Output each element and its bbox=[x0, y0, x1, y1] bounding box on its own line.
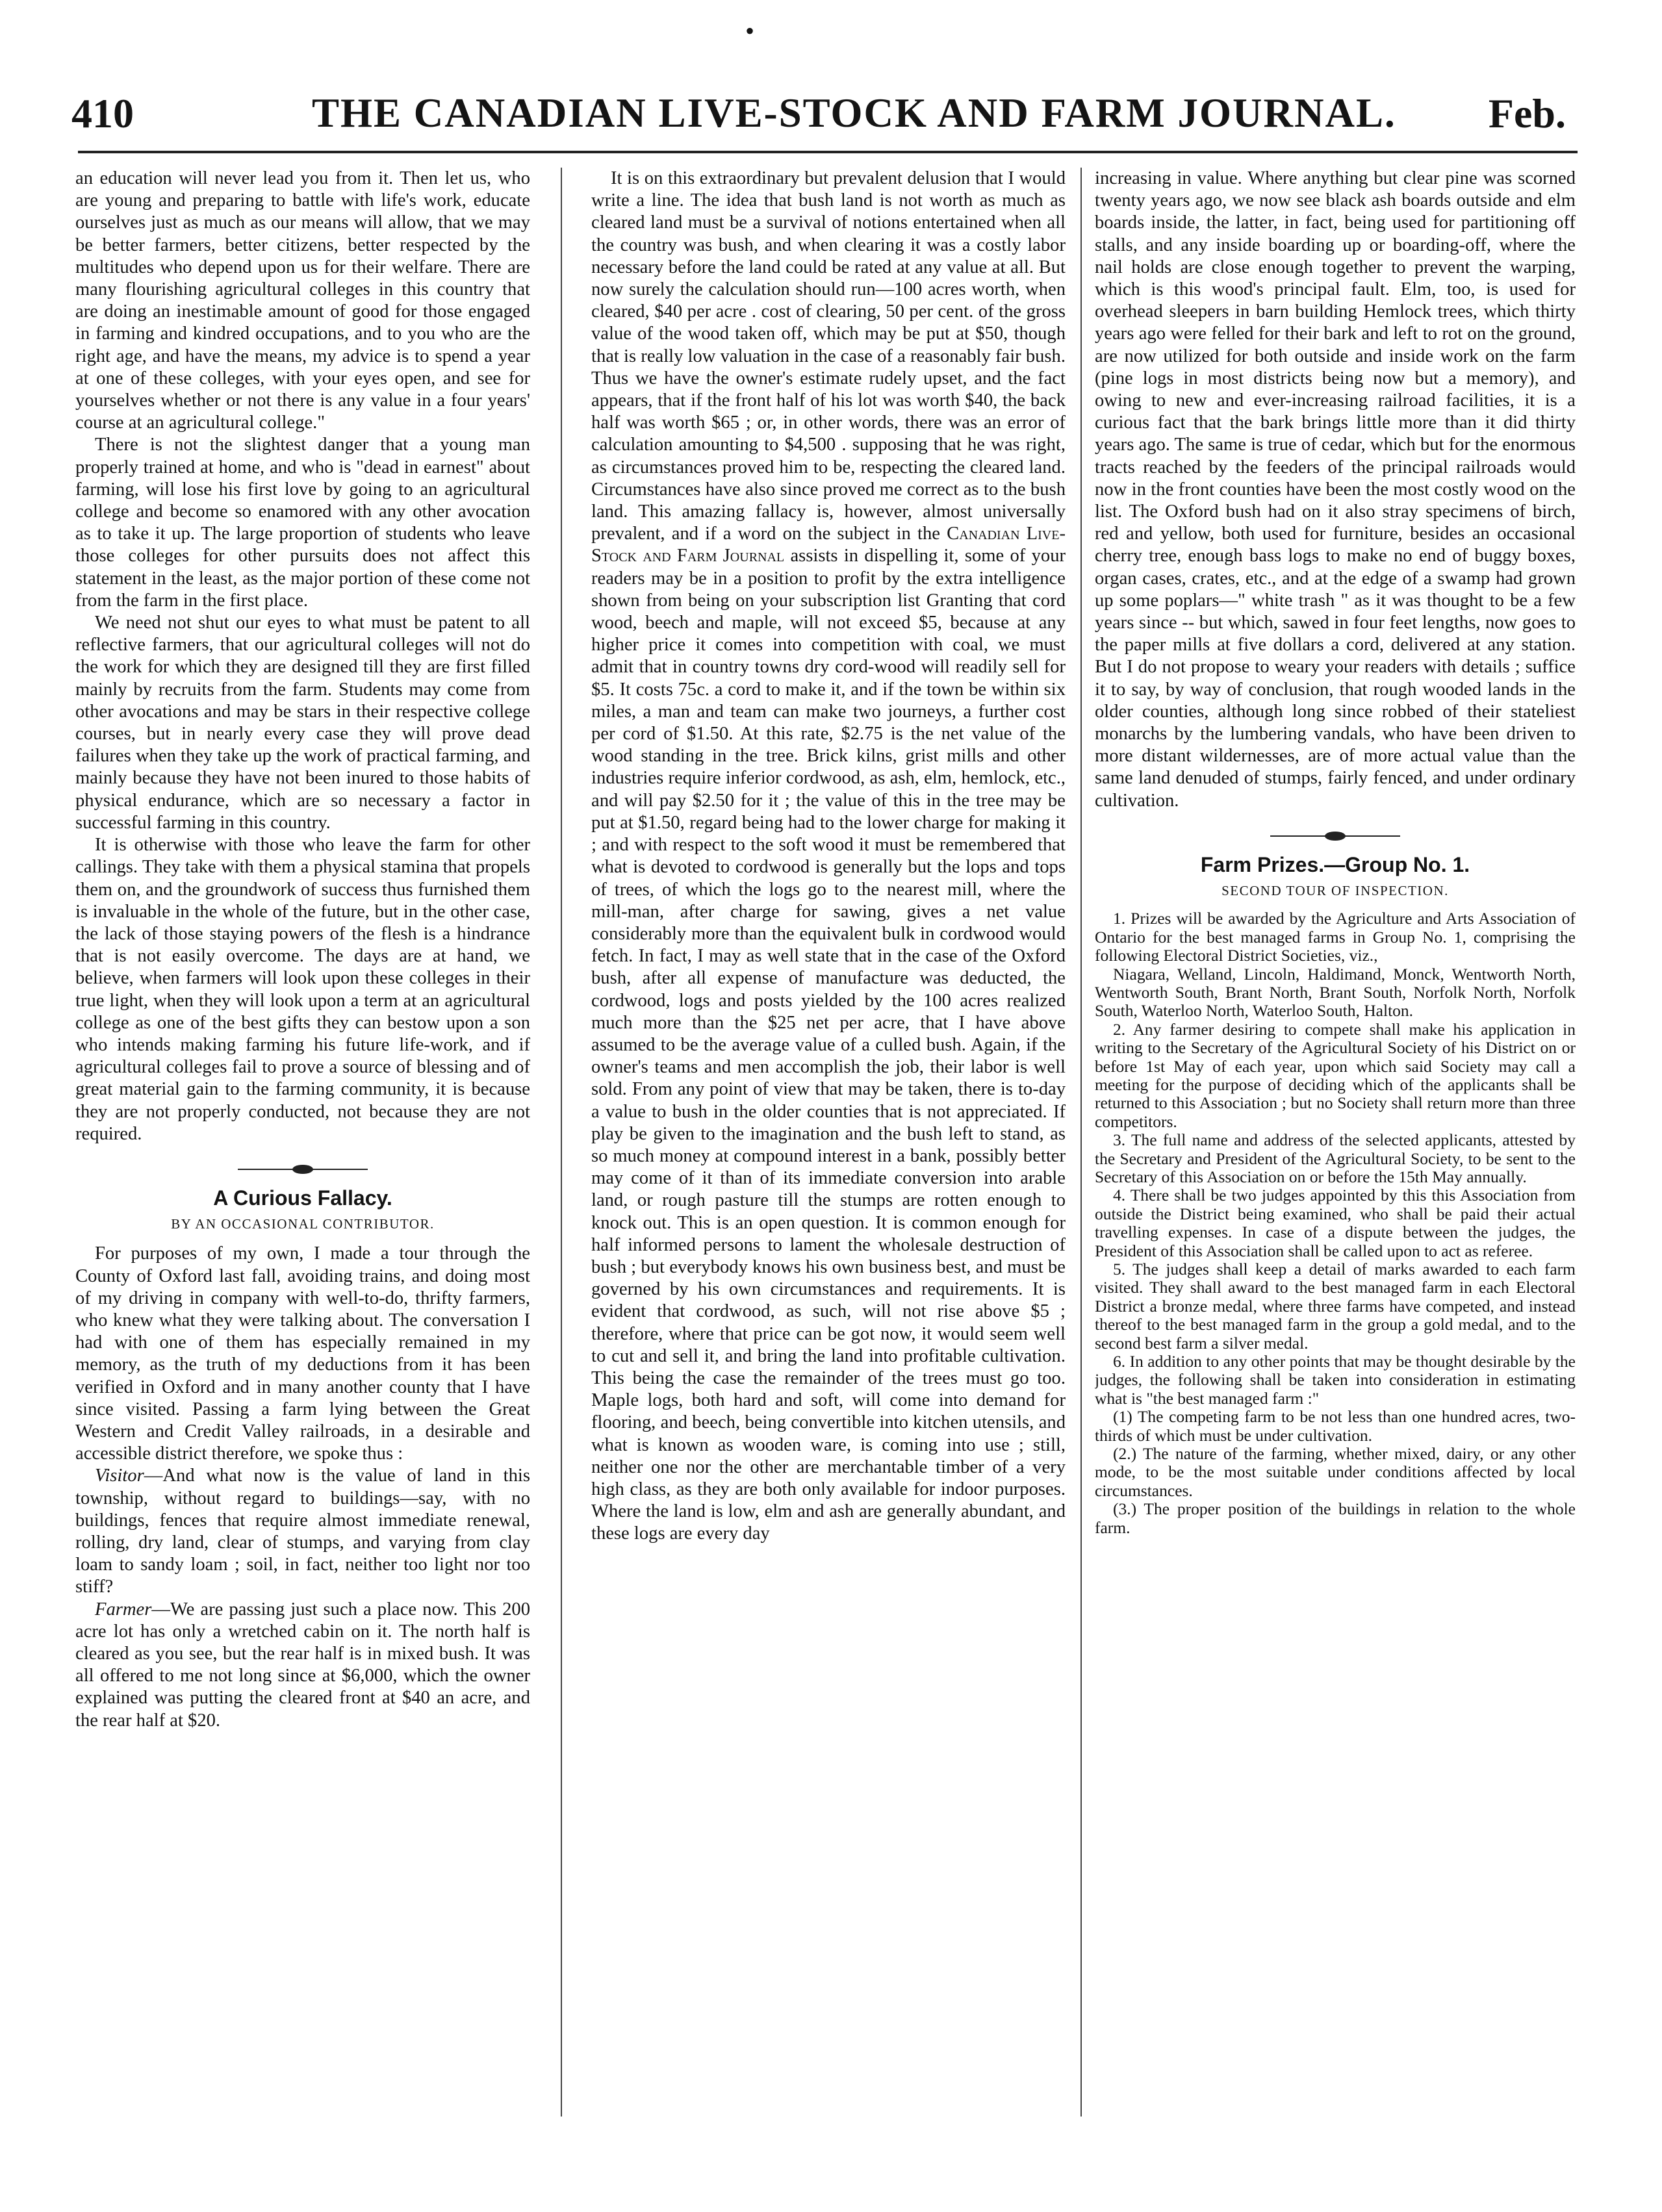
speaker-label: Visitor bbox=[95, 1466, 144, 1486]
rule-item: 2. Any farmer desiring to compete shall make his application in writing to the Secretary of the Agricultural Society of his District on or before 1st May of each year, upon which said Society may call a meeting for the purpose of deciding which of the applicants shall be returned to this Association ; but no Society shall return more than three competitors. bbox=[1095, 1019, 1576, 1131]
paragraph: There is not the slightest danger that a young man properly trained at home, and who is "dead in earnest" about farming, will lose his first love by going to an agricultural college and become so enamored with any other avocation as to take it up. The large proportion of students who leave those colleges for other pursuits does not affect this statement in the least, as the major portion of these come not from the farm in the first place. bbox=[75, 435, 530, 611]
journal-name-inline: Canadian Live-Stock and Farm Journal bbox=[591, 524, 1066, 566]
article-subtitle: SECOND TOUR OF INSPECTION. bbox=[1221, 883, 1449, 899]
paragraph: We need not shut our eyes to what must be patent to all reflective farmers, that our agricultural colleges will not do the work for which they are designed till they are first filled mainly by recruits from the farm. Students may come from other avocations and may be stars in their respective college courses, but in nearly every case they will prove dead failures when they take up the work of practical farming, and mainly because they have not been inured to those habits of physical endurance, which are so necessary a factor in successful farming in this country. bbox=[75, 613, 530, 833]
page-number: 410 bbox=[71, 90, 134, 136]
column-rule-1 bbox=[561, 168, 562, 2117]
paragraph: It is otherwise with those who leave the farm for other callings. They take with them a physical stamina that propels them on, and the groundwork of success thus furnished them is invaluable in the whole of the future, but in the other case, the lack of those staying powers of the flesh is a hindrance that is not easily overcome. The days are at hand, we believe, when farmers will look upon these colleges in their true light, when they will look upon a term at an agricultural college as one of the best gifts they can bestow upon a son who intends making farming his future life-work, and if agricultural colleges fail to prove a source of blessing and of great material gain to the farming community, it is because they are not properly conducted, not because they are not required. bbox=[75, 835, 530, 1144]
article-title: Farm Prizes.—Group No. 1. bbox=[1200, 852, 1470, 876]
column-3 bbox=[1095, 168, 1576, 2142]
paragraph bbox=[591, 168, 1066, 1545]
article-byline: BY AN OCCASIONAL CONTRIBUTOR. bbox=[171, 1216, 435, 1232]
dialogue-paragraph bbox=[75, 1465, 530, 1598]
header-rule bbox=[78, 151, 1578, 153]
article-title: A Curious Fallacy. bbox=[213, 1186, 392, 1210]
rule-item: 3. The full name and address of the selected applicants, attested by the Secretary and President of the Agricultural Society, to be sent to the Secretary of this Association on or before the 15th May annually. bbox=[1095, 1130, 1576, 1186]
dialogue-paragraph bbox=[75, 1599, 530, 1732]
dialogue-text: —We are passing just such a place now. This 200 acre lot has only a wretched cabin on it. The north half is cleared as you see, but the rear half is in mixed bush. It was all offered to me not long since at $6,000, which the owner explained was putting the cleared front at $40 an acre, and the rear half at $20. bbox=[75, 1599, 530, 1731]
speaker-label: Farmer bbox=[95, 1599, 152, 1620]
journal-title: THE CANADIAN LIVE-STOCK AND FARM JOURNAL. bbox=[312, 90, 1396, 136]
paragraph-text: It is on this extraordinary but prevalent delusion that I would write a line. The idea that bush land is not worth as much as cleared land must be a survival of notions entertained when all the country was bush, and when clearing it was a costly labor necessary before the land could be rated at any value at all. But now surely the calculation should run—100 acres worth, when cleared, $40 per acre . cost of clearing, 50 per cent. of the gross value of the wood taken off, which may be put at $50, though that is really low valuation in the case of a reasonably fair bush. Thus we have the owner's estimate rudely upset, and the fact appears, that if the front half of his lot was worth $40, the back half was worth $65 ; or, in other words, there was an error of calculation amounting to $4,500 . supposing that he was right, as circumstances proved him to be, respecting the cleared land. Circumstances have also since proved me correct as to the bush land. This amazing fallacy is, however, almost universally prevalent, and if a word on the subject in the bbox=[591, 168, 1066, 544]
column-1 bbox=[75, 168, 530, 2142]
rule-item: 6. In addition to any other points that may be thought desirable by the judges, the following shall be taken into consideration in estimating what is "the best managed farm :" bbox=[1095, 1352, 1576, 1408]
paragraph: increasing in value. Where anything but clear pine was scorned twenty years ago, we now see black ash boards outside and elm boards inside, the latter, in fact, being used for partitioning off stalls, and any inside boarding up or boarding-off, where the nail holds are close enough together to prevent the warping, which is this wood's principal fault. Elm, too, is used for overhead sleepers in barn building Hemlock trees, which thirty years ago were felled for their bark and left to rot on the ground, are now utilized for both outside and inside work on the farm (pine logs in most districts being now but a memory), and owing to new and ever-increasing railroad facilities, it is a curious fact that the bark brings little more than it did thirty years ago. The same is true of cedar, which but for the enormous tracts reached by the feeders of the principal railroads would now in the front counties have been the most costly wood on the list. The Oxford bush had on it also stray specimens of birch, red and yellow, both used for furniture, besides an occasional cherry tree, enough bass logs to make no end of buggy boxes, organ cases, crates, etc., and at the edge of a swamp had grown up some poplars—" white trash " as it was thought to be a few years since -- but which, sawed in four feet lengths, now goes to the paper mills at five dollars a cord, delivered at any station. But I do not propose to weary your readers with details ; suffice it to say, by way of conclusion, that rough wooded lands in the older counties, although long since robbed of their stateliest monarchs by the lumbering vandals, who have been driven to more distant wildernesses, are of more actual value than the same land denuded of stumps, fairly fenced, and under ordinary cultivation. bbox=[1095, 168, 1576, 811]
column-rule-2 bbox=[1080, 168, 1082, 2117]
paragraph: an education will never lead you from it. Then let us, who are young and preparing to battle with life's work, educate ourselves just as much as our means will allow, that we may be better farmers, better citizens, better respected by the multitudes who depend upon us for their welfare. There are many flourishing agricultural colleges in this country that are doing an inestimable amount of good for those engaged in farming and kindred occupations, and to you who are the right age, and have the means, my advice is to spend a year at one of these colleges, with your eyes open, and see for yourselves whether or not there is any value in a four years' course at an agricultural college." bbox=[75, 168, 530, 433]
dialogue-text: —And what now is the value of land in this township, without regard to buildings—say, with no buildings, fences that require almost immediate renewal, rolling, dry land, clear of stumps, and varying from clay loam to sandy loam ; soil, in fact, neither too light nor too stiff? bbox=[75, 1466, 530, 1597]
rule-subitem: (2.) The nature of the farming, whether mixed, dairy, or any other mode, to be the most suitable under conditions affected by local circumstances. bbox=[1095, 1444, 1576, 1500]
rule-subitem: (3.) The proper position of the buildings in relation to the whole farm. bbox=[1095, 1499, 1576, 1537]
page-header bbox=[71, 90, 1566, 142]
paragraph: For purposes of my own, I made a tour through the County of Oxford last fall, avoiding trains, and doing most of my driving in company with well-to-do, thrifty farmers, who knew what they were talking about. The conversation I had with one of them has especially remained in my memory, as the truth of my deductions from it has been verified in Oxford and in many another county that I have since visited. Passing a farm lying between the Great Western and Credit Valley railroads, in a desirable and accessible district therefore, we spoke thus : bbox=[75, 1243, 530, 1464]
rule-subitem: (1) The competing farm to be not less than one hundred acres, two-thirds of which must be under cultivation. bbox=[1095, 1407, 1576, 1445]
rule-item: 1. Prizes will be awarded by the Agriculture and Arts Association of Ontario for the best managed farms in Group No. 1, comprising the following Electoral District Societies, viz., bbox=[1095, 909, 1576, 965]
paragraph-text: assists in dispelling it, some of your readers may be in a position to profit by the extra intelligence shown from being on your subscription list Granting that cord wood, beech and maple, will not exceed $5, because at any higher price it comes into competition with coal, we must admit that in country towns dry cord-wood will readily sell for $5. It costs 75c. a cord to make it, and if the town be within six miles, a man and team can make two journeys, a further cost per cord of $1.50. At this rate, $2.75 is the net value of the wood standing in the tree. Brick kilns, grist mills and other industries require inferior cordwood, as ash, elm, hemlock, etc., and will pay $2.50 for it ; the value of this in the tree may be put at $1.50, regard being had to the lower charge for making it ; and with respect to the soft wood it must be remembered that what is devoted to cordwood is generally but the lops and tops of trees, of which the logs go to the nearest mill, where the mill-man, after charge for sawing, gives a net value considerably more than the equivalent bulk in cordwood would fetch. In fact, I may as well state that in the case of the Oxford bush, after all expense of manufacture was deducted, the cordwood, logs and posts yielded by the 100 acres realized much more than the $25 net per acre, that I have above assumed to be the average value of a culled bush. Again, if the owner's teams and men accomplish the job, their labor is well sold. From any point of view that may be taken, there is to-day a value to bush in the older counties that is not appreciated. If play be given to the imagination and the bush left to stand, as so much money at compound interest in a bank, possibly better may come of it than of its immediate conversion into arable land, or rough pasture till the stumps are rotten enough to knock out. This is an open question. It is common enough for half informed persons to lament the wholesale destruction of bush ; but everybody knows his own business best, and must be governed by his own circumstances and requirements. It is evident that cordwood, as such, will not rise above $5 ; therefore, where that price can be got now, it would seem well to cut and sell it, and bring the land into profitable cultivation. This being the case the remainder of the trees must go too. Maple logs, both hard and soft, will come into demand for flooring, and beech, being convertible into kitchen utensils, and what is known as wooden ware, is coming into use ; still, neither one nor the other are merchantable timber of a very high class, as they are both only available for indoor purposes. Where the land is low, elm and ash are generally abundant, and these logs are every day bbox=[591, 546, 1066, 1544]
district-list: Niagara, Welland, Lincoln, Haldimand, Monck, Wentworth North, Wentworth South, Brant North, Brant South, Norfolk North, Norfolk South, Waterloo North, Waterloo South, Halton. bbox=[1095, 964, 1576, 1021]
issue-month: Feb. bbox=[1488, 90, 1566, 136]
rule-item: 5. The judges shall keep a detail of marks awarded to each farm visited. They shall award to the best managed farm in each Electoral District a bronze medal, where three farms have competed, and instead thereof to the best managed farm in the group a gold medal, and to the second best farm a silver medal. bbox=[1095, 1260, 1576, 1353]
rule-item: 4. There shall be two judges appointed by this this Association from outside the District being examined, who shall be paid their actual travelling expenses. In case of a dispute between the judges, the President of this Association shall be called upon to act as referee. bbox=[1095, 1186, 1576, 1260]
column-2 bbox=[591, 168, 1066, 2142]
section-divider-ornament bbox=[1270, 832, 1400, 841]
section-divider-ornament bbox=[238, 1165, 368, 1174]
print-speck: • bbox=[745, 16, 755, 45]
